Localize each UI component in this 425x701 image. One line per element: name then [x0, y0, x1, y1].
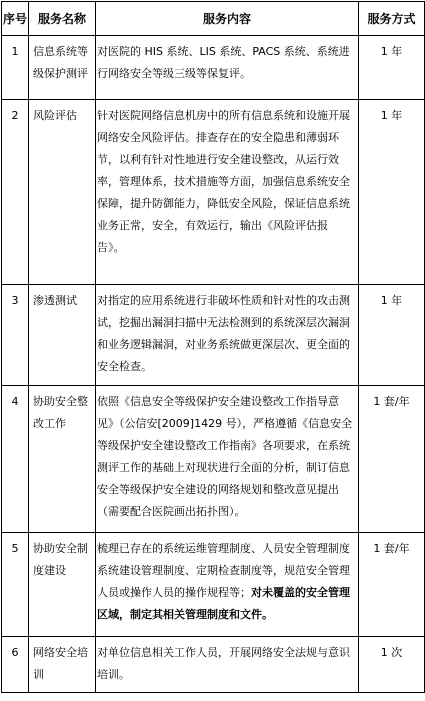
- service-table: [1, 1, 425, 693]
- service-mode: 1 年: [359, 285, 425, 386]
- row-number: 5: [2, 533, 29, 637]
- service-name: 协助安全整改工作: [29, 386, 96, 533]
- service-content: [96, 533, 359, 637]
- table-row: [2, 36, 425, 100]
- row-number: 4: [2, 386, 29, 533]
- service-mode: 1 次: [359, 637, 425, 693]
- service-name: 风险评估: [29, 100, 96, 285]
- table-row: [2, 637, 425, 693]
- service-mode: 1 年: [359, 100, 425, 285]
- service-mode: 1 年: [359, 36, 425, 100]
- table-header-row: [2, 2, 425, 36]
- content-text: 梳理已存在的系统运维管理制度、人员安全管理制度系统建设管理制度、定期检查制度等，规范安全管理人员或操作人员的操作规程等；: [97, 542, 350, 599]
- service-mode: 1 套/年: [359, 386, 425, 533]
- service-name: 信息系统等级保护测评: [29, 36, 96, 100]
- header-content: 服务内容: [96, 2, 359, 36]
- service-content: 依照《信息安全等级保护安全建设整改工作指导意见》（公信安[2009]1429 号），严格遵循《信息安全等级保护安全建设整改工作指南》各项要求，在系统测评工作的基础上对现状进行全面的分析，制订信息安全等级保护安全建设的网络规划和整改意见提出（需要配合医院画出拓扑图）。: [96, 386, 359, 533]
- table-row: [2, 533, 425, 637]
- header-no: 序号: [2, 2, 29, 36]
- service-content: 针对医院网络信息机房中的所有信息系统和设施开展网络安全风险评估。排查存在的安全隐患和薄弱环节，以利有针对性地进行安全建设整改，从运行效率，管理体系，技术措施等方面，加强信息系统安全保障，提升防御能力，降低安全风险，保证信息系统业务正常，安全，有效运行，输出《风险评估报告》。: [96, 100, 359, 285]
- header-mode: 服务方式: [359, 2, 425, 36]
- row-number: 2: [2, 100, 29, 285]
- service-mode: 1 套/年: [359, 533, 425, 637]
- row-number: 1: [2, 36, 29, 100]
- row-number: 6: [2, 637, 29, 693]
- table-row: [2, 386, 425, 533]
- service-content: 对单位信息相关工作人员，开展网络安全法规与意识培训。: [96, 637, 359, 693]
- service-name: 网络安全培训: [29, 637, 96, 693]
- service-name: 渗透测试: [29, 285, 96, 386]
- header-name: 服务名称: [29, 2, 96, 36]
- table-row: [2, 100, 425, 285]
- service-content: 对指定的应用系统进行非破坏性质和针对性的攻击测试，挖掘出漏洞扫描中无法检测到的系统深层次漏洞和业务逻辑漏洞，对业务系统做更深层次、更全面的安全检查。: [96, 285, 359, 386]
- service-name: 协助安全制度建设: [29, 533, 96, 637]
- service-content: 对医院的 HIS 系统、LIS 系统、PACS 系统、系统进行网络安全等级三级等保复评。: [96, 36, 359, 100]
- row-number: 3: [2, 285, 29, 386]
- table-row: [2, 285, 425, 386]
- content-emphasis: 对未覆盖的安全管理区域，制定其相关管理制度和文件。: [97, 586, 350, 621]
